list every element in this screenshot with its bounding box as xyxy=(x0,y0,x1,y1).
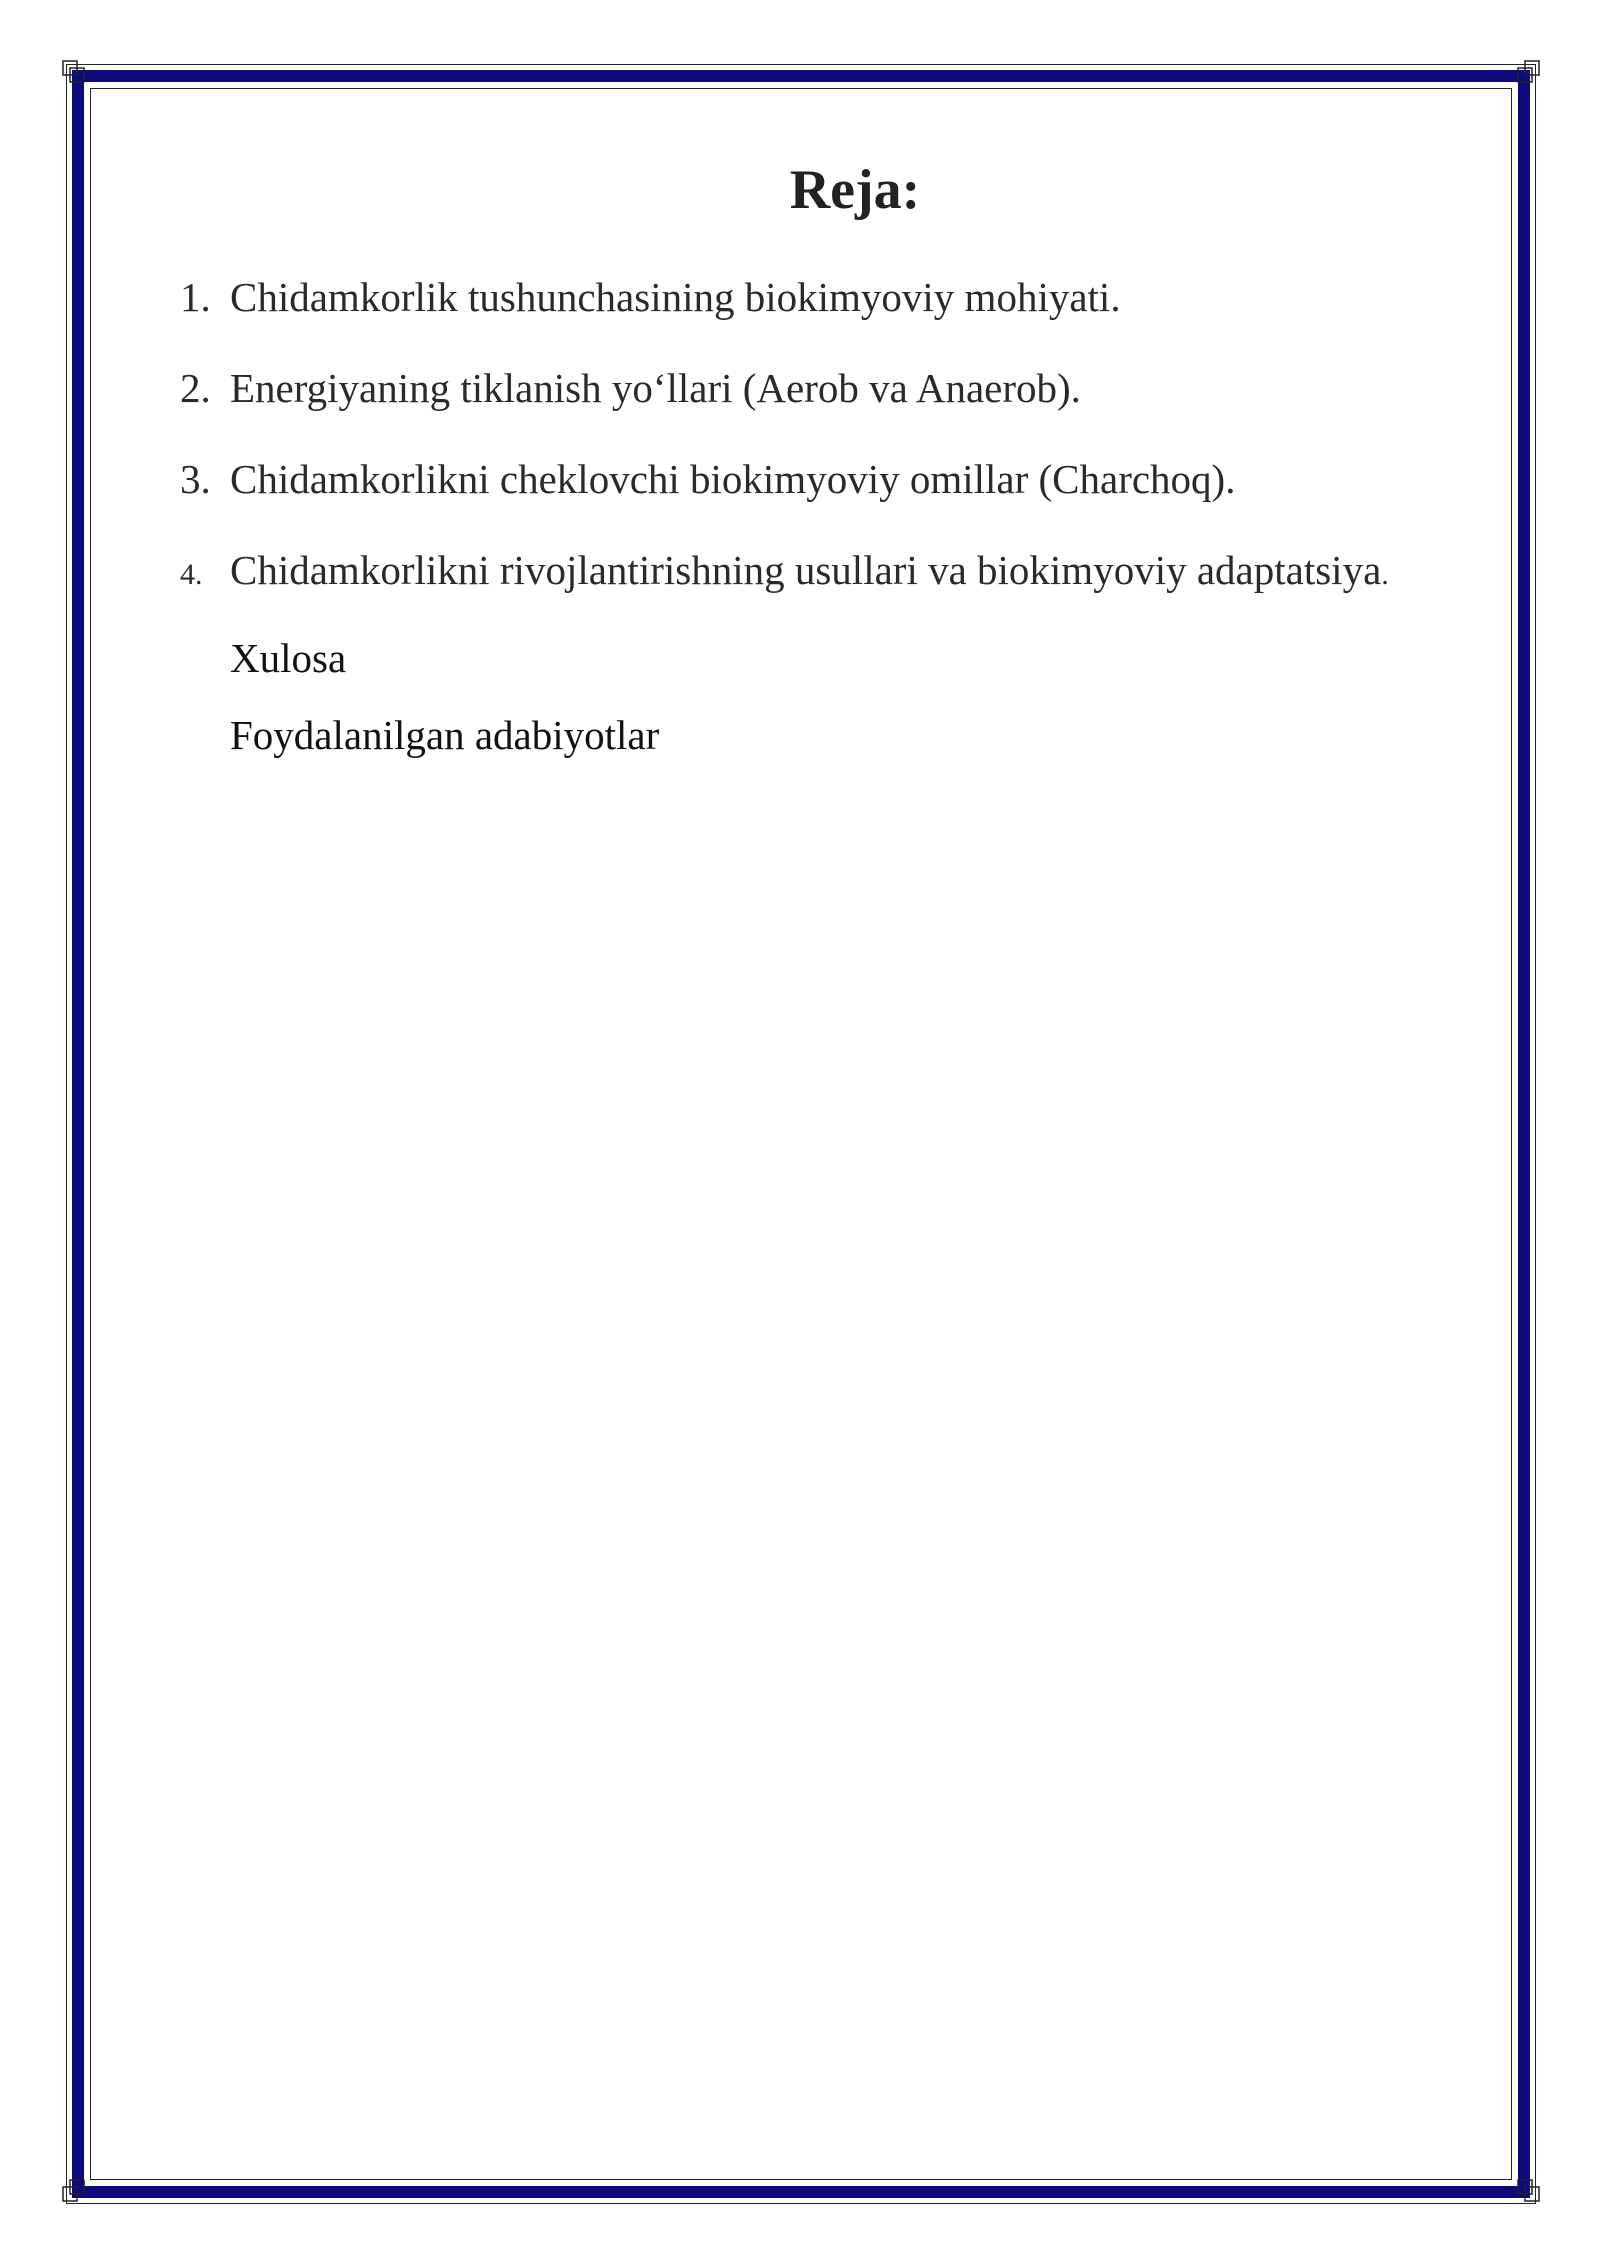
plan-item-text: Energiyaning tiklanish yo‘llari (Aerob va Anaerob). xyxy=(230,365,1081,411)
plan-item-number: 4. xyxy=(180,558,203,591)
plan-item-number: 3. xyxy=(180,456,211,502)
plan-item-text: Chidamkorlikni cheklovchi biokimyoviy omillar (Charchoq). xyxy=(230,456,1236,502)
plan-item-text-wrapper xyxy=(230,525,1389,620)
plan-item-trailing-dot: . xyxy=(1381,558,1389,591)
plan-item-3 xyxy=(180,434,1480,525)
plan-item-text: Chidamkorlik tushunchasining biokimyoviy mohiyati. xyxy=(230,274,1121,320)
conclusion-item: Xulosa xyxy=(230,635,347,681)
plan-item-4 xyxy=(180,525,1480,620)
plan-list xyxy=(180,252,1480,620)
page-title: Reja: xyxy=(789,159,921,221)
document-content xyxy=(180,150,1480,774)
plan-item-number: 2. xyxy=(180,365,211,411)
plan-item-text: Chidamkorlikni rivojlantirishning usullari va biokimyoviy adaptatsiya xyxy=(230,547,1382,593)
corner-ornament-bottom-right xyxy=(1510,2172,1540,2202)
plan-item-1 xyxy=(180,252,1480,343)
corner-ornament-top-right xyxy=(1510,60,1540,90)
references-item: Foydalanilgan adabiyotlar xyxy=(230,712,660,758)
plan-item-2 xyxy=(180,343,1480,434)
corner-ornament-top-left xyxy=(62,60,92,90)
corner-ornament-bottom-left xyxy=(62,2172,92,2202)
plan-item-number: 1. xyxy=(180,274,211,320)
